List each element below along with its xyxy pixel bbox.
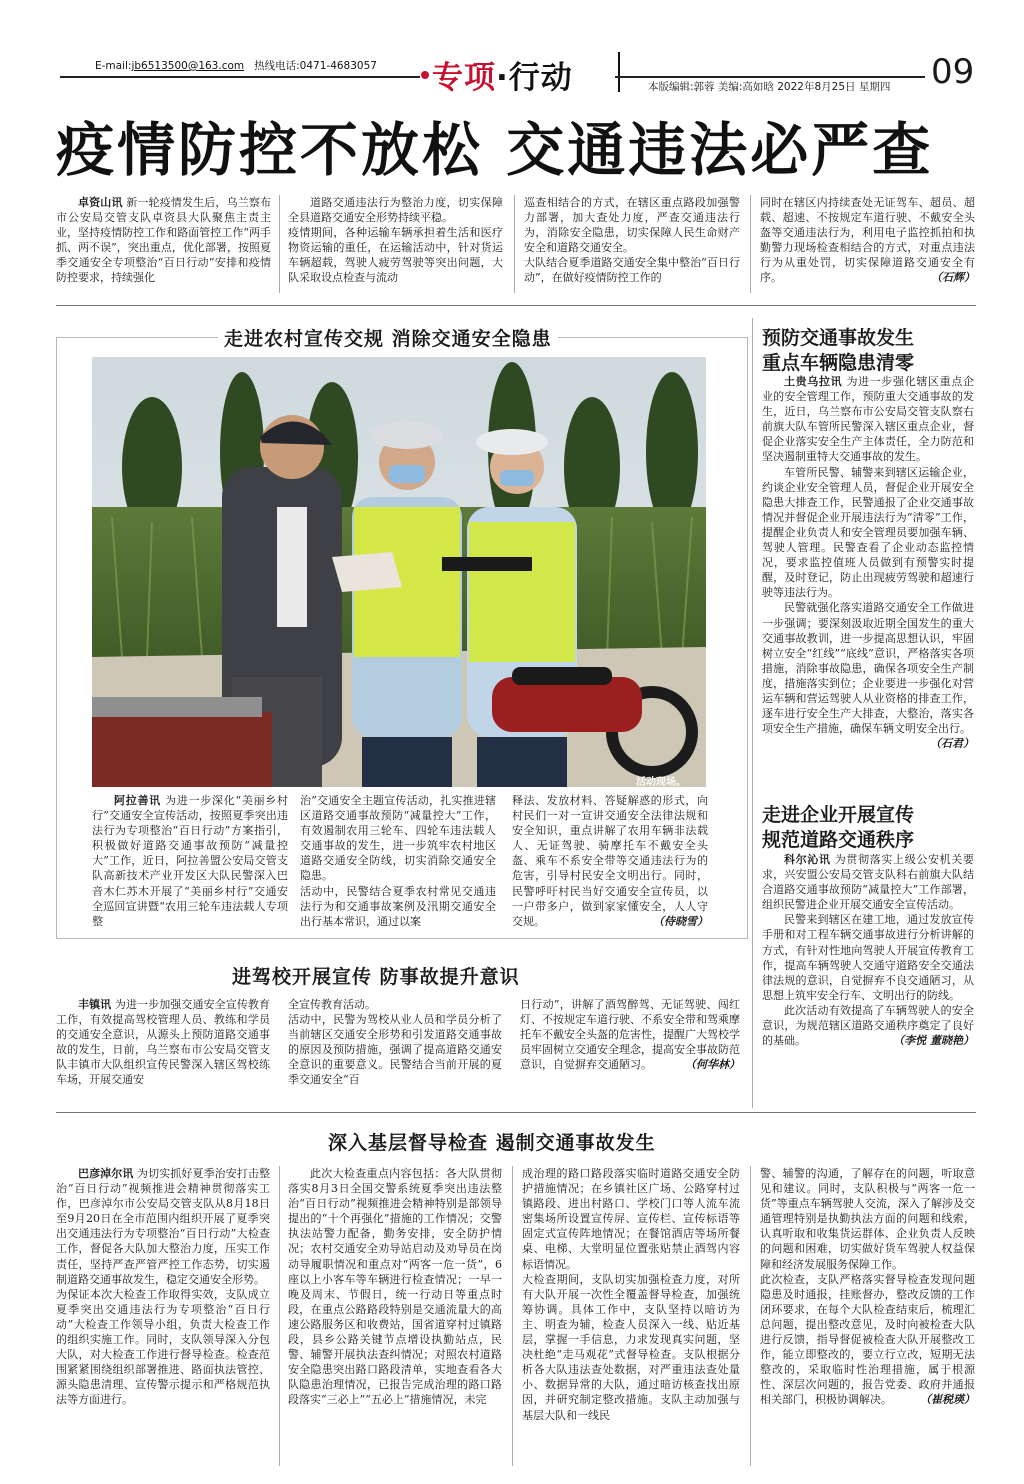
header-rule-left (60, 76, 420, 78)
side1-lead: 土贵乌拉讯 (784, 375, 843, 388)
header-bar (618, 52, 620, 92)
side2-text2: 民警来到辖区在建工地，通过发放宣传手册和对工程车辆交通事故进行分析讲解的方式，有针对性地向驾驶人开展宣传教育工作，提高车辆驾驶人交通守道路安全交通法律法规的意识，自觉摒弃不良交通陋习，从思想上筑牢安全行车、文明出行的防线。 (762, 913, 974, 1002)
side1-title: 预防交通事故发生 重点车辆隐患清零 (762, 327, 915, 374)
email-label: E-mail: (95, 60, 132, 72)
top-article-text4: 同时在辖区内持续查处无证驾车、超员、超载、超速、不按规定车道行驶、不戴安全头盔等交通违法行为，利用电子监控抓拍和执勤警力现场检查相结合的方式，对重点违法行为从重处罚，切实保障道路交通安全有序。 (760, 196, 975, 285)
feature-text2: 治”交通安全主题宣传活动，扎实推进辖区道路交通事故预防“减量控大”工作，有效遏制农用三轮车、四轮车违法载人交通事故的发生，进一步筑牢农村地区道路交通安全防线，切实消除交通安全隐患。 活动中，民警结合夏季农村常见交通违法行为和交通事故案例及汛期交通安全出行基本常识，通过以案 (300, 794, 496, 928)
header-contact (95, 58, 377, 73)
page-number: 09 (931, 52, 975, 92)
main-headline: 疫情防控不放松 交通违法必严查 (56, 116, 934, 184)
feature-lead: 阿拉善讯 (114, 794, 161, 807)
col-divider (514, 195, 515, 293)
driving-col3 (520, 997, 740, 1072)
hotline: 热线电话:0471-4683057 (254, 60, 377, 72)
bottom-col2 (288, 1166, 502, 1408)
side2-credit: （李悦 董晓艳） (893, 1034, 974, 1048)
bottom-lead: 巴彦淖尔讯 (78, 1167, 134, 1180)
bottom-title: 深入基层督导检查 遏制交通事故发生 (328, 1132, 656, 1154)
feature-col2 (300, 793, 496, 929)
bottom-text4: 警、辅警的沟通，了解存在的问题，听取意见和建议。同时，支队积极与“两客一危一货”等重点车辆驾驶人交流，深入了解涉及交通管理特别是执勤执法方面的问题和线索，认真听取和收集货运群体、企业负责人反映的问题和困难，切实做好货车驾驶人权益保障和经济发展服务保障工作。 此次检查，支队严格落实督导检查发现问题隐患及时通报，挂账督办，整改反馈的工作闭环要求，在每个大队检查结束后，梳理汇总问题，提出整改意见，及时向被检查大队进行反馈，指导督促被检查大队开展整改工作，能立即整改的，要立行立改，短期无法整改的，采取临时性治理措施，属于根源性、深层次问题的，报告党委、政府并通报相关部门，积极协调解决。 (760, 1167, 975, 1407)
top-article-text2: 道路交通违法行为整治力度，切实保障全县道路交通安全形势持续平稳。 疫情期间，各种运输车辆承担着生活和医疗物资运输的重任，在运输活动中，针对货运车辆超载，驾驶人疲劳驾驶等突出问题，大队采取设点检查与流动 (288, 196, 503, 285)
top-article-text1: 新一轮疫情发生后，乌兰察布市公安局交管支队卓资县大队聚焦主责主业，坚持疫情防控工作和路面管控工作“两手抓、两不误”，突出重点，优化部署，按照夏季交通安全专项整治“百日行动”安排和疫情防控要求，持续强化 (56, 196, 272, 285)
col-divider (279, 195, 280, 293)
top-article-col3 (524, 195, 740, 286)
side1-body (762, 374, 974, 751)
side2-lead: 科尔沁讯 (784, 853, 831, 866)
feature-photo (92, 357, 706, 787)
driving-title: 进驾校开展宣传 防事故提升意识 (232, 966, 520, 988)
bottom-col1 (56, 1166, 270, 1408)
section-name: 专项·行动 (432, 60, 573, 96)
driving-col2 (288, 997, 502, 1088)
bottom-text2: 此次大检查重点内容包括：各大队贯彻落实8月3日全国交警系统夏季突出违法整治“百日行动”视频推进会精神特别是部领导提出的“十个再强化”措施的工作情况；交警执法站警力配备，勤务安排，安全防护情况；农村交通安全劝导站启动及劝导员在岗动导履职情况和重点对“两客一危一货”，6座以上小客车等车辆进行检查情况；一早一晚及周末、节假日，统一行动日等重点时段，在重点公路路段特别是交通流量大的高速公路服务区和收费站，国省道穿村过镇路段，县乡公路关键节点增设执勤站点，民警、辅警开展执法查纠情况；对照农村道路安全隐患突出路口路段清单，实地查看各大队隐患治理情况，已报告完成治理的路口路段落实“三必上”“五必上”措施情况，未完 (288, 1167, 502, 1407)
top-article-text3: 巡查相结合的方式，在辖区重点路段加强警力部署，加大查处力度，严查交通违法行为，消除安全隐患，切实保障人民生命财产安全和道路交通安全。 大队结合夏季道路交通安全集中整治“百日行动”，在做好疫情防控工作的 (524, 196, 740, 285)
side1-text3: 民警就强化落实道路交通安全工作做进一步强调；要深刻汲取近期全国发生的重大交通事故教训，进一步提高思想认识，牢固树立安全“红线”“底线”意识，严格落实各项措施，消除事故隐患，确保各项安全生产制度，措施落实到位；企业要进一步强化对营运车辆和营运驾驶人从业资格的排查工作，逐车进行安全生产大排查，大整治，落实各项安全生产措施，确保车辆文明安全出行。 (762, 601, 974, 736)
bottom-text1: 为切实抓好夏季治安打击整治“百日行动”视频推进会精神贯彻落实工作，巴彦淖尔市公安局交管支队从8月18日至9月20日在全市范围内组织开展了夏季突出交通违法行为专项整治“百日行动”大检查工作，督促各大队加大整治力度，压实工作责任，坚持严查严管严控工作态势，切实遏制道路交通事故发生，稳定交通安全形势。 为保证本次大检查工作取得实效，支队成立夏季突出交通违法行为专项整治“百日行动”大检查工作领导小组，负责大检查工作的组织实施工作。同时，支队领导深入分包大队，对大检查工作进行督导检查。检查范围紧紧围绕组织部署推进、路面执法管控、源头隐患清理、宣传警示提示和严格规范执法等方面进行。 (56, 1167, 271, 1407)
feature-text3: 释法、发放材料、答疑解惑的形式，向村民们一对一宣讲交通安全法律法规和安全知识，重点讲解了农用车辆非法载人、无证驾驶、骑摩托车不戴安全头盔、乘车不系安全带等交通违法行为的危害，引导村民安全文明出行。同时，民警呼吁村民当好交通安全宣传员，以一户带多户，做到家家懂安全，人人守交规。 (512, 794, 708, 928)
top-article-lead: 卓资山讯 (78, 196, 123, 209)
side2-text1: 为贯彻落实上级公安机关要求，兴安盟公安局交管支队科右前旗大队结合道路交通事故预防“减量控大”工作部署，组织民警进企业开展交通安全宣传活动。 (762, 853, 974, 912)
col-divider (752, 318, 753, 1108)
side1-text1: 为进一步强化辖区重点企业的安全管理工作，预防重大交通事故的发生，近日，乌兰察布市公安局交管支队察右前旗大队车管所民警深入辖区重点企业，督促企业落实安全生产主体责任，全力防范和坚决遏制重特大交通事故的发生。 (762, 375, 974, 464)
bottom-col3 (522, 1166, 740, 1423)
driving-text2: 全宣传教育活动。 活动中，民警为驾校从业人员和学员分析了当前辖区交通安全形势和引发道路交通事故的原因及预防措施，强调了提高道路交通安全意识的重要意义。民警结合当前开展的夏季交通安全“百 (288, 998, 502, 1087)
top-article-col1 (56, 195, 271, 286)
email-link[interactable]: jb6513500@163.com (131, 60, 245, 72)
side2-text3: 此次活动有效提高了车辆驾驶人的安全意识，为规范辖区道路交通秩序奠定了良好的基础。 (762, 1003, 974, 1048)
feature-col3 (512, 793, 708, 929)
side2-title: 走进企业开展宣传 规范道路交通秩序 (762, 804, 915, 851)
section-rule (56, 305, 976, 306)
driving-lead: 丰镇讯 (78, 998, 112, 1011)
side1-text2: 车管所民警、辅警来到辖区运输企业，约谈企业安全管理人员，督促企业开展安全隐患大排查工作，民警通报了企业交通事故情况并督促企业开展违法行为“清零”工作，提醒企业负责人和安全管理员要加强车辆、驾驶人管理。民警查看了企业动态监控情况，要求监控值班人员做到有预警实时提醒，及时登记，防止出现疲劳驾驶和超速行驶等违法行为。 (762, 465, 974, 600)
top-article-col4 (760, 195, 975, 286)
section-name-red: 专项 (432, 60, 496, 96)
top-article-col2 (288, 195, 503, 286)
section-rule (56, 1112, 976, 1113)
editors-date: 本版编辑:郭蓉 美编:高如晗 2022年8月25日 星期四 (648, 81, 891, 93)
photo-illustration (92, 357, 706, 787)
header-dot (421, 71, 429, 79)
bottom-credit: （崔税瑛） (920, 1393, 975, 1407)
driving-text3: 日行动”，讲解了酒驾醉驾、无证驾驶、闯红灯、不按规定车道行驶、不系安全带和驾乘摩托车不戴安全头盔的危害性，提醒广大驾校学员牢固树立交通安全理念，提高安全事故防范意识，自觉摒弃交通陋习。 (520, 998, 740, 1072)
bottom-col4 (760, 1166, 975, 1408)
side1-credit: （石君） (930, 737, 974, 751)
section-name-black: 行动 (508, 60, 573, 96)
feature-title: 走进农村宣传交规 消除交通安全隐患 (218, 324, 558, 351)
col-divider (512, 1166, 513, 1466)
driving-col1 (56, 997, 270, 1088)
col-divider (750, 1166, 751, 1466)
feature-text1: 为进一步深化“美丽乡村行”交通安全宣传活动，按照夏季突出违法行为专项整治“百日行动”方案指引，积极做好道路交通事故预防“减量控大”工作，近日，阿拉善盟公安局交管支队高新技术产业开发区大队民警深入巴音木仁苏木开展了“美丽乡村行”交通安全巡回宣讲暨“农用三轮车违法载人专项整 (92, 794, 289, 928)
feature-credit: （侍晓雪） (653, 914, 708, 928)
photo-caption: 活动现场。 (636, 777, 686, 788)
side2-body (762, 852, 974, 1048)
col-divider (279, 1166, 280, 1466)
header-rule-right (615, 76, 925, 78)
top-article-credit: （石辉） (931, 271, 975, 285)
driving-text1: 为进一步加强交通安全宣传教育工作，有效提高驾校管理人员、教练和学员的交通安全意识，从源头上预防道路交通事故的发生，日前，乌兰察布市公安局交管支队丰镇市大队组织宣传民警深入辖区驾校练车场，开展交通安 (56, 998, 271, 1087)
col-divider (750, 195, 751, 293)
driving-credit: （何华林） (685, 1058, 740, 1072)
bottom-text3: 成治理的路口路段落实临时道路交通安全防护措施情况；在乡镇社区广场、公路穿村过镇路段、进出村路口、学校门口等人流车流密集场所设置宣传屏、宣传栏、宣传标语等固定式宣传阵地情况；在餐馆酒店等场所餐桌、电梯、大堂明显位置张贴禁止酒驾内容标语情况。 大检查期间，支队切实加强检查力度，对所有大队开展一次性全覆盖督导检查，加强统筹协调。具体工作中，支队坚持以暗访为主、明查为辅，检查人员深入一线、贴近基层，掌握一手信息，力求发现真实问题，坚决杜绝“走马观花”式督导检查。支队根据分析各大队违法查处数据，对严重违法查处量小、数据异常的大队，通过暗访核查找出原因，并研究制定整改措施。支队主动加强与基层大队和一线民 (522, 1167, 740, 1422)
feature-col1 (92, 793, 288, 929)
